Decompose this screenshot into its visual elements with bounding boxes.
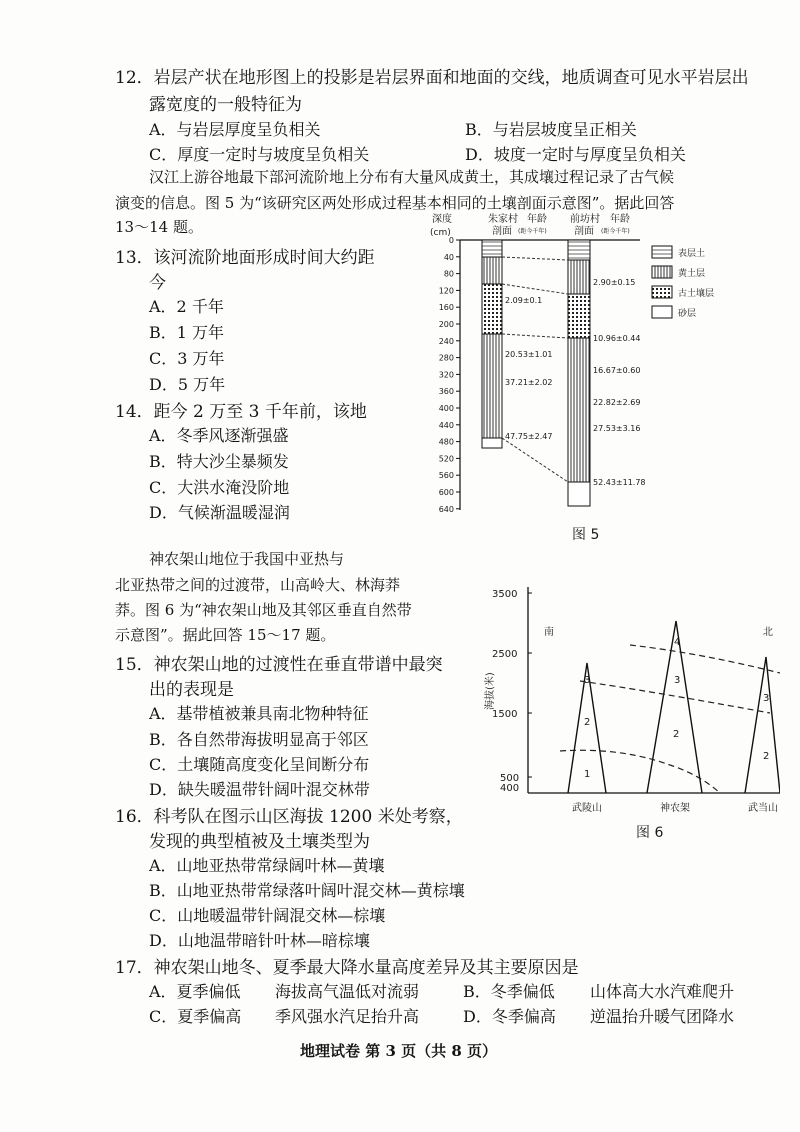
fig6-north-label: 北 [763, 627, 773, 638]
fig5-col1-title-1: 朱家村 [488, 214, 518, 225]
fig5-correlation-line-3 [502, 334, 568, 338]
q16-option-b: B．山地亚热带常绿落叶阔叶混交林—黄棕壤 [149, 881, 465, 900]
fig5-depth-tick-label: 280 [438, 353, 454, 363]
fig6-ytick-500: 500 [500, 773, 520, 784]
q14-option-d: D．气候渐温暖湿润 [149, 503, 290, 522]
fig5-legend-swatch-loess [652, 266, 672, 278]
fig5-correlation-line-2 [502, 284, 568, 294]
fig5-col1-age-1: 2.09±0.1 [505, 296, 543, 305]
fig5-caption: 图 5 [572, 527, 600, 543]
fig6-zone-2-shennongjia: 2 [673, 729, 680, 740]
fig5-col2-loess-upper [568, 260, 590, 294]
fig6-zone-2-wudang: 2 [763, 751, 770, 762]
q15-option-a: A．基带植被兼具南北物种特征 [149, 704, 369, 723]
page-footer: 地理试卷 第 3 页（共 8 页） [300, 1042, 497, 1060]
q12-stem-line1: 12．岩层产状在地形图上的投影是岩层界面和地面的交线，地质调查可见水平岩层出 [115, 68, 749, 88]
q12-option-b: B．与岩层坡度呈正相关 [465, 120, 637, 139]
intro-13-14-line2: 演变的信息。图 5 为“该研究区两处形成过程基本相同的土壤剖面示意图”。据此回答 [115, 194, 675, 212]
q17-option-c-label: C．夏季偏高 [149, 1007, 242, 1026]
fig5-depth-tick-label: 400 [438, 404, 454, 413]
fig5-legend-swatch-sand [652, 306, 672, 318]
intro-15-17-line2: 北亚热带之间的过渡带，山高岭大、林海莽 [115, 576, 401, 594]
fig5-legend-sand: 砂层 [678, 309, 697, 319]
q15-option-c: C．土壤随高度变化呈间断分布 [149, 755, 370, 774]
fig5-depth-unit: (cm) [430, 228, 451, 238]
fig5-depth-tick-label: 40 [443, 252, 454, 262]
fig5-depth-tick-label: 0 [448, 236, 454, 245]
q13-option-a: A．2 千年 [149, 297, 224, 316]
fig5-depth-tick-label: 520 [438, 454, 454, 464]
q16-stem-line2: 发现的典型植被及土壤类型为 [149, 832, 370, 852]
q13-option-b: B．1 万年 [149, 323, 225, 342]
fig5-col1-age-2: 20.53±1.01 [505, 350, 553, 359]
fig6-ytick-1500: 1500 [492, 709, 518, 720]
fig5-legend-topsoil: 表层土 [678, 249, 706, 259]
fig5-correlation-line-4 [502, 438, 568, 482]
q16-option-c: C．山地暖温带针阔混交林—棕壤 [149, 906, 386, 925]
fig5-col2-topsoil [568, 240, 590, 260]
fig6-zone-3-shennongjia: 3 [674, 675, 681, 686]
q12-option-c: C．厚度一定时与坡度呈负相关 [149, 145, 370, 164]
figure-5-soil-profiles [420, 208, 760, 548]
fig5-legend-swatch-paleosol [652, 286, 672, 298]
q13-stem-line1: 13．该河流阶地面形成时间大约距 [115, 248, 375, 268]
intro-15-17-line3: 莽。图 6 为“神农架山地及其邻区垂直自然带 [115, 601, 412, 619]
q17-option-a-label: A．夏季偏低 [149, 982, 241, 1001]
q16-stem-line1: 16．科考队在图示山区海拔 1200 米处考察， [115, 807, 463, 827]
fig5-depth-tick-label: 200 [438, 320, 454, 329]
fig5-col2-title-1: 前坊村 [570, 214, 600, 225]
fig6-zone-3-wuling: 3 [584, 675, 591, 686]
q12-stem-line2: 露宽度的一般特征为 [149, 95, 302, 115]
q17-option-b-reason: 山体高大水汽难爬升 [590, 982, 735, 1001]
q16-option-d: D．山地温带暗针叶林—暗棕壤 [149, 931, 370, 950]
fig5-depth-tick-label: 600 [438, 488, 454, 497]
fig5-correlation-line-1 [502, 257, 568, 260]
q15-option-b: B．各自然带海拔明显高于邻区 [149, 730, 369, 749]
q17-option-d-label: D．冬季偏高 [463, 1007, 556, 1026]
fig5-col1-age-3: 37.21±2.02 [505, 378, 553, 387]
fig6-ylabel: 海拔(米) [485, 672, 496, 710]
q13-stem-line2: 今 [149, 273, 166, 293]
figure-6-vertical-zones [480, 575, 780, 845]
fig5-legend-paleosol: 古土壤层 [678, 289, 715, 299]
q15-stem-line1: 15．神农架山地的过渡性在垂直带谱中最突 [115, 655, 443, 675]
fig6-caption: 图 6 [636, 825, 664, 841]
q12-option-a: A．与岩层厚度呈负相关 [149, 120, 321, 139]
fig5-col2-age-1: 2.90±0.15 [593, 278, 636, 287]
fig5-depth-tick-label: 240 [438, 336, 454, 346]
fig5-depth-tick-label: 120 [438, 286, 454, 296]
fig6-zone-1: 1 [584, 769, 591, 780]
fig5-col2-age-2: 10.96±0.44 [593, 334, 641, 343]
q16-option-a: A．山地亚热带常绿阔叶林—黄壤 [149, 856, 385, 875]
fig5-col2-paleosol [568, 294, 590, 338]
intro-15-17-line1: 神农架山地位于我国中亚热与 [149, 550, 345, 568]
fig5-col2-age-6: 52.43±11.78 [593, 478, 646, 487]
fig5-depth-tick-label: 560 [438, 471, 454, 481]
fig5-depth-tick-label: 80 [443, 269, 454, 279]
fig5-depth-tick-label: 440 [438, 420, 454, 430]
fig5-col2-age-5: 27.53±3.16 [593, 424, 641, 433]
fig5-depth-title: 深度 [432, 214, 452, 225]
q13-option-d: D．5 万年 [149, 375, 226, 394]
fig5-col2-loess-lower [568, 338, 590, 482]
fig6-label-shennongjia: 神农架 [660, 803, 690, 814]
fig5-age-title-1: 年龄 [527, 214, 547, 225]
intro-15-17-line4: 示意图”。据此回答 15～17 题。 [115, 626, 336, 644]
fig5-col2-title-2: 剖面 [574, 226, 594, 237]
fig6-label-wuling: 武陵山 [572, 803, 602, 814]
q17-option-d-reason: 逆温抬升暖气团降水 [590, 1007, 735, 1026]
fig6-zone-4-shennongjia: 4 [674, 637, 681, 648]
fig6-zone-3-wudang: 3 [763, 693, 770, 704]
fig6-south-label: 南 [544, 627, 554, 638]
fig6-mountain-wudang [745, 657, 780, 793]
fig5-col1-loess-lower [482, 334, 502, 438]
q14-option-b: B．特大沙尘暴频发 [149, 452, 289, 471]
fig5-col1-loess-upper [482, 257, 502, 284]
fig5-depth-tick-label: 320 [438, 370, 454, 380]
fig5-col1-topsoil [482, 240, 502, 257]
q17-option-c-reason: 季风强水汽足抬升高 [275, 1007, 420, 1026]
q15-option-d: D．缺失暖温带针阔叶混交林带 [149, 780, 370, 799]
fig5-col2-sand [568, 482, 590, 506]
q14-option-c: C．大洪水淹没阶地 [149, 478, 290, 497]
fig5-depth-tick-label: 360 [438, 387, 454, 397]
fig5-depth-tick-label: 480 [438, 437, 454, 447]
q13-option-c: C．3 万年 [149, 349, 225, 368]
fig5-col1-age-4: 47.75±2.47 [505, 432, 553, 441]
fig5-depth-tick-label: 640 [438, 504, 454, 514]
q12-option-d: D．坡度一定时与厚度呈负相关 [465, 145, 686, 164]
fig5-legend-loess: 黄土层 [678, 269, 706, 279]
fig5-col2-age-4: 22.82±2.69 [593, 398, 641, 407]
fig6-ytick-400: 400 [500, 783, 520, 794]
fig6-boundary-3-4 [630, 645, 780, 673]
fig6-ytick-3500: 3500 [492, 589, 518, 600]
fig5-col2-age-3: 16.67±0.60 [593, 366, 641, 375]
fig5-depth-tick-label: 160 [438, 303, 454, 313]
q17-option-b-label: B．冬季偏低 [463, 982, 555, 1001]
q15-stem-line2: 出的表现是 [149, 680, 234, 700]
q14-option-a: A．冬季风逐渐强盛 [149, 426, 289, 445]
intro-13-14-line3: 13～14 题。 [115, 218, 203, 236]
fig5-age-title-2: 年龄 [610, 214, 630, 225]
q17-option-a-reason: 海拔高气温低对流弱 [275, 982, 420, 1001]
fig5-col1-sand [482, 438, 502, 448]
fig5-col1-paleosol [482, 284, 502, 334]
fig5-age-unit-2: (距今千年) [601, 228, 630, 235]
fig6-ytick-2500: 2500 [492, 649, 518, 660]
fig6-zone-2-wuling: 2 [584, 717, 591, 728]
fig5-legend-swatch-topsoil [652, 246, 672, 258]
fig5-col1-title-2: 剖面 [492, 226, 512, 237]
intro-13-14-line1: 汉江上游谷地最下部河流阶地上分布有大量风成黄土，其成壤过程记录了古气候 [149, 168, 675, 186]
fig6-label-wudang: 武当山 [748, 803, 778, 814]
q17-stem: 17．神农架山地冬、夏季最大降水量高度差异及其主要原因是 [115, 958, 579, 978]
q14-stem: 14．距今 2 万至 3 千年前，该地 [115, 402, 367, 422]
fig5-age-unit-1: (距今千年) [518, 228, 547, 235]
